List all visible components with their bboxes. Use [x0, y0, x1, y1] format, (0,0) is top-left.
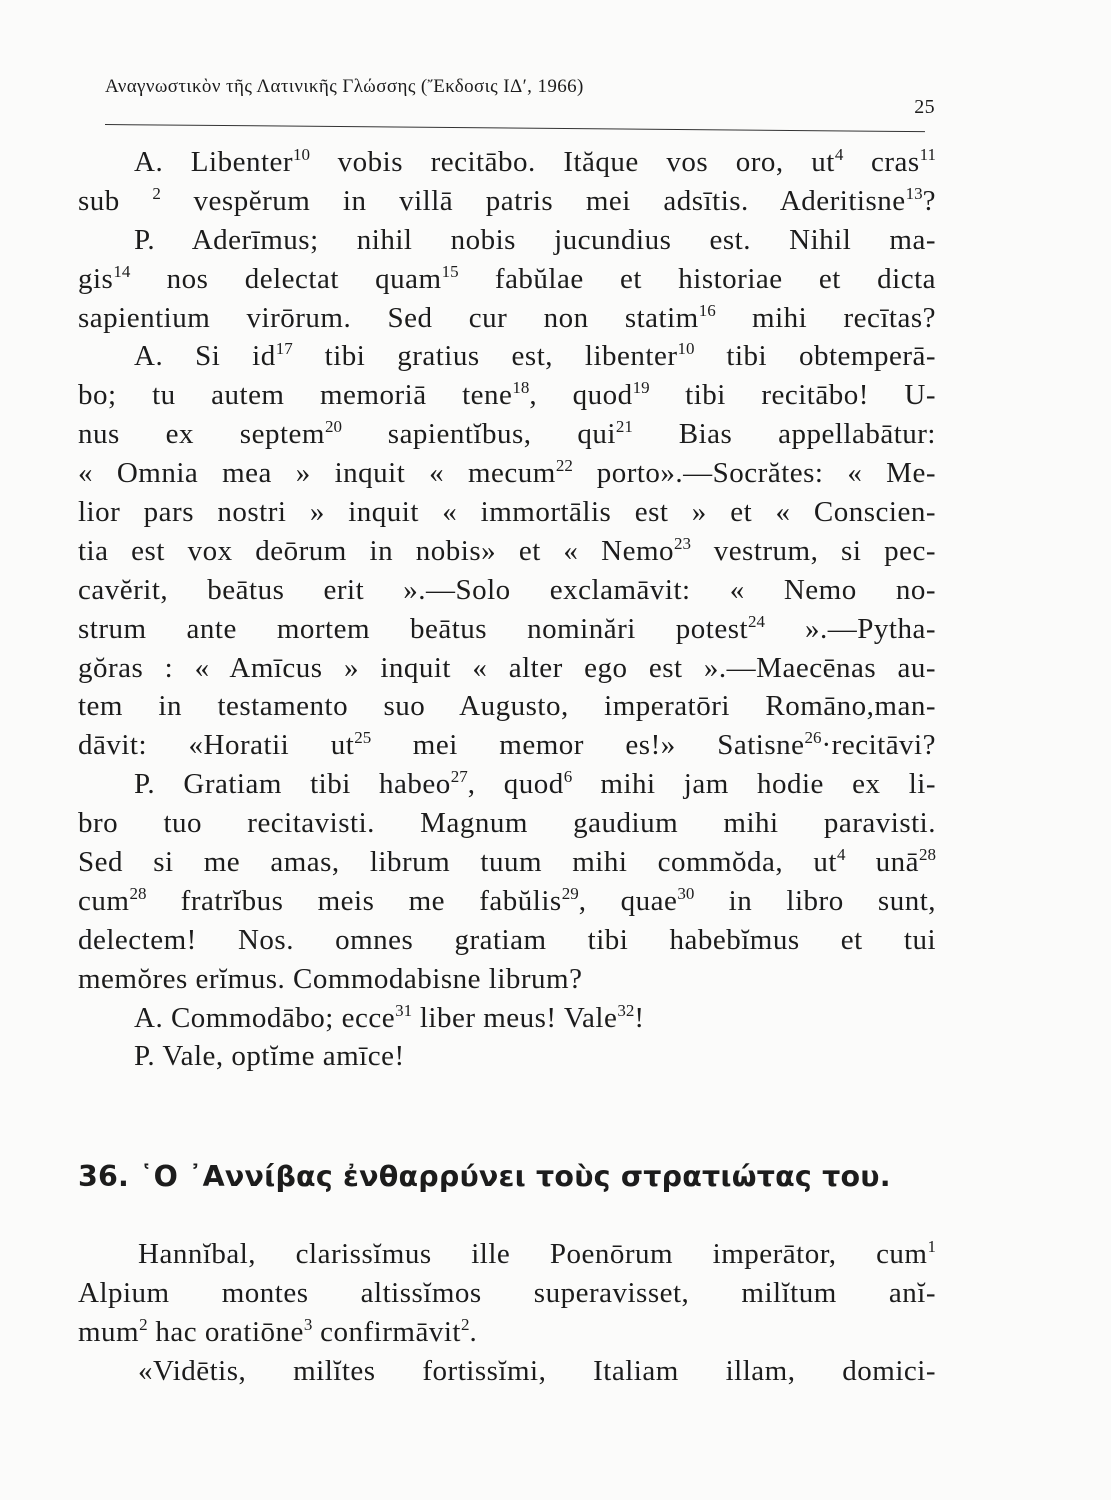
- text-line: bo; tu autem memoriā tene$^{18}$, quod$^{19}$ tibi recitābo! U-: [78, 378, 937, 412]
- page-number: 25: [914, 96, 935, 118]
- running-head: [105, 70, 935, 124]
- running-title: Αναγνωστικὸν τῆς Λατινικῆς Γλώσσης (Ἔκδοσις ΙΔʹ, 1966): [105, 76, 584, 97]
- text-line: A. Libenter$^{10}$ vobis recitābo. Ităque vos oro, $ut^4$ cras$^{11}$: [134, 145, 937, 178]
- text-line: P. Aderīmus; nihil nobis jucundius est. Nihil ma-: [134, 223, 936, 256]
- text-line: memŏres erĭmus. Commodabisne librum?: [78, 962, 583, 995]
- text-line: strum ante mortem beātus nominări potest$^{24}$ ».—Pytha-: [78, 611, 936, 645]
- text-line: sapientium virōrum. Sed cur non statim$^{16}$ mihi recītas?: [78, 300, 936, 334]
- text-line: «Vidētis, milĭtes fortissĭmi, Italiam illam, domici-: [138, 1354, 936, 1387]
- text-line: tia est vox deōrum in nobis» et « Nemo$^{23}$ vestrum, si pec-: [78, 533, 936, 567]
- header-rule: [105, 124, 925, 132]
- text-line: P. Vale, optĭme amīce!: [134, 1040, 405, 1073]
- text-line: lior pars nostri » inquit « immortālis est » et « Conscien-: [78, 496, 936, 529]
- text-line: A. Commodābo; ecce$^{31}$ liber meus! Vale$^{32}$!: [134, 1000, 645, 1034]
- text-line: sub $^2$ vespĕrum in villā patris mei adsītis. Aderitisne$^{13}$?: [78, 183, 936, 217]
- text-line: nus ex septem$^{20}$ sapientĭbus, qui$^{21}$ Bias appellabātur:: [78, 417, 936, 451]
- dialogue-text: [78, 143, 936, 1076]
- text-line: « Omnia mea » inquit « mecum$^{22}$ porto».—Socrătes: « Me-: [78, 456, 936, 490]
- section-text: [78, 1235, 936, 1391]
- text-line: Sed si me amas, librum tuum mihi commŏda, $ut^4$ unā$^{28}$: [78, 845, 937, 879]
- text-line: delectem! Nos. omnes gratiam tibi habebĭmus et tui: [78, 923, 936, 956]
- text-line: cum$^{28}$ fratrĭbus meis me fabŭlis$^{29}$, quae$^{30}$ in libro sunt,: [78, 883, 937, 917]
- text-line: Hannĭbal, clarissĭmus ille Poenōrum imperātor, cum$^1$: [138, 1237, 936, 1270]
- text-line: dāvit: «Horatii $ut^{25}$ mei memor es!» Satisne$^{26}$·recitāvi?: [78, 728, 936, 762]
- text-line: gis$^{14}$ nos delectat quam$^{15}$ fabŭlae et historiae et dicta: [78, 261, 936, 295]
- text-line: mum$^2$ hac oratiōne$^3$ confirmāvit$^2$.: [78, 1314, 478, 1348]
- text-line: bro tuo recitavisti. Magnum gaudium mihi paravisti.: [78, 807, 936, 840]
- text-line: cavĕrit, beātus erit ».—Solo exclamāvit: « Nemo no-: [78, 573, 936, 606]
- text-line: tem in testamento suo Augusto, imperatōri Romāno,man-: [78, 690, 936, 723]
- text-line: Alpium montes altissĭmos superavisset, milĭtum anĭ-: [78, 1276, 936, 1309]
- text-line: P. Gratiam tibi habeo$^{27}$, quod$^6$ mihi jam hodie ex li-: [134, 767, 936, 801]
- section-heading: 36. ῾Ο ᾿Αννίβας ἐνθαρρύνει τοὺς στρατιώτας του.: [78, 1160, 891, 1193]
- text-line: A. Si $id^{17}$ tibi gratius est, libenter$^{10}$ tibi obtemperā-: [134, 339, 937, 373]
- text-line: gŏras : « Amīcus » inquit « alter ego est ».—Maecēnas au-: [78, 651, 936, 684]
